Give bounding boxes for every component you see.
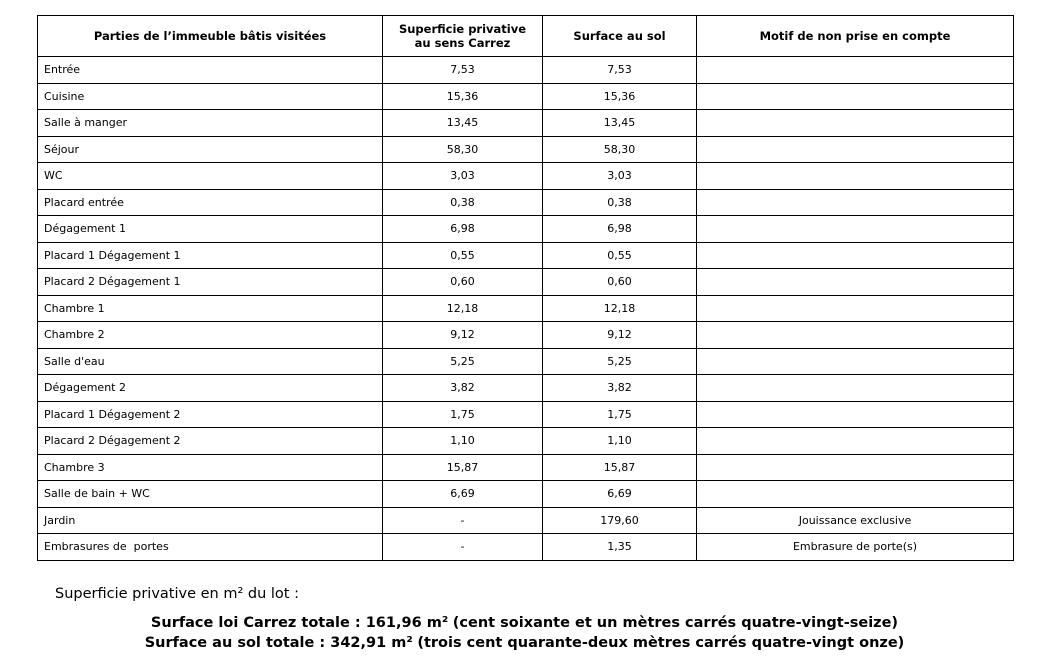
room-name: Entrée	[38, 57, 383, 84]
sol-value: 3,82	[543, 375, 697, 402]
motif-value	[697, 322, 1014, 349]
table-row	[38, 136, 1014, 163]
room-name: Jardin	[38, 507, 383, 534]
motif-value	[697, 110, 1014, 137]
table-row	[38, 507, 1014, 534]
carrez-value: 9,12	[383, 322, 543, 349]
sol-total-words: (trois cent quarante-deux mètres carrés quatre-vingt onze)	[417, 635, 905, 651]
carrez-value: -	[383, 507, 543, 534]
sol-value: 12,18	[543, 295, 697, 322]
motif-value	[697, 216, 1014, 243]
carrez-value: 13,45	[383, 110, 543, 137]
sol-value: 7,53	[543, 57, 697, 84]
room-name: Salle de bain + WC	[38, 481, 383, 508]
table-row	[38, 348, 1014, 375]
header-part: Parties de l’immeuble bâtis visitées	[38, 16, 383, 57]
table-row	[38, 375, 1014, 402]
table-row	[38, 83, 1014, 110]
carrez-value: 6,98	[383, 216, 543, 243]
motif-value	[697, 163, 1014, 190]
room-name: Placard 2 Dégagement 2	[38, 428, 383, 455]
carrez-value: 15,36	[383, 83, 543, 110]
motif-value	[697, 295, 1014, 322]
table-row	[38, 322, 1014, 349]
motif-value	[697, 348, 1014, 375]
carrez-value: 15,87	[383, 454, 543, 481]
table-row	[38, 295, 1014, 322]
room-name: Placard 1 Dégagement 1	[38, 242, 383, 269]
table-row	[38, 216, 1014, 243]
motif-value	[697, 189, 1014, 216]
motif-value	[697, 269, 1014, 296]
room-name: Chambre 1	[38, 295, 383, 322]
table-header-row	[38, 16, 1014, 57]
carrez-value: -	[383, 534, 543, 561]
motif-value: Jouissance exclusive	[697, 507, 1014, 534]
room-name: Chambre 3	[38, 454, 383, 481]
room-name: Salle d'eau	[38, 348, 383, 375]
carrez-value: 6,69	[383, 481, 543, 508]
motif-value	[697, 136, 1014, 163]
sol-value: 0,60	[543, 269, 697, 296]
carrez-value: 3,82	[383, 375, 543, 402]
sol-value: 0,55	[543, 242, 697, 269]
room-name: Salle à manger	[38, 110, 383, 137]
room-name: Embrasures de portes	[38, 534, 383, 561]
room-name: Chambre 2	[38, 322, 383, 349]
motif-value	[697, 481, 1014, 508]
room-name: Dégagement 2	[38, 375, 383, 402]
room-name: Placard 2 Dégagement 1	[38, 269, 383, 296]
sol-value: 179,60	[543, 507, 697, 534]
sol-value: 13,45	[543, 110, 697, 137]
motif-value	[697, 375, 1014, 402]
sol-value: 9,12	[543, 322, 697, 349]
summary-intro: Superficie privative en m² du lot :	[55, 586, 299, 602]
sol-value: 1,35	[543, 534, 697, 561]
motif-value	[697, 57, 1014, 84]
sol-value: 15,36	[543, 83, 697, 110]
sol-value: 15,87	[543, 454, 697, 481]
carrez-value: 58,30	[383, 136, 543, 163]
surfaces-table	[37, 15, 1014, 561]
table-row	[38, 481, 1014, 508]
header-motif: Motif de non prise en compte	[697, 16, 1014, 57]
room-name: Séjour	[38, 136, 383, 163]
carrez-total-words: (cent soixante et un mètres carrés quatre-vingt-seize)	[452, 615, 899, 631]
carrez-total-line	[0, 615, 1049, 631]
motif-value	[697, 83, 1014, 110]
carrez-value: 1,10	[383, 428, 543, 455]
sol-value: 0,38	[543, 189, 697, 216]
motif-value	[697, 401, 1014, 428]
table-row	[38, 189, 1014, 216]
table-row	[38, 454, 1014, 481]
carrez-value: 1,75	[383, 401, 543, 428]
sol-value: 3,03	[543, 163, 697, 190]
table-row	[38, 428, 1014, 455]
carrez-value: 5,25	[383, 348, 543, 375]
table-row	[38, 242, 1014, 269]
table-row	[38, 534, 1014, 561]
carrez-value: 12,18	[383, 295, 543, 322]
sol-total-line	[0, 635, 1049, 651]
room-name: Placard 1 Dégagement 2	[38, 401, 383, 428]
table-row	[38, 110, 1014, 137]
sol-value: 6,98	[543, 216, 697, 243]
motif-value: Embrasure de porte(s)	[697, 534, 1014, 561]
room-name: Placard entrée	[38, 189, 383, 216]
header-carrez: Superficie privative au sens Carrez	[383, 16, 543, 57]
sol-value: 1,10	[543, 428, 697, 455]
table-row	[38, 163, 1014, 190]
motif-value	[697, 242, 1014, 269]
carrez-value: 7,53	[383, 57, 543, 84]
carrez-value: 0,60	[383, 269, 543, 296]
room-name: Dégagement 1	[38, 216, 383, 243]
sol-value: 6,69	[543, 481, 697, 508]
sol-value: 5,25	[543, 348, 697, 375]
carrez-value: 0,38	[383, 189, 543, 216]
motif-value	[697, 454, 1014, 481]
sol-total-label: Surface au sol totale : 342,91 m²	[144, 635, 413, 651]
sol-value: 58,30	[543, 136, 697, 163]
sol-value: 1,75	[543, 401, 697, 428]
motif-value	[697, 428, 1014, 455]
table-row	[38, 57, 1014, 84]
carrez-total-label: Surface loi Carrez totale : 161,96 m²	[150, 615, 449, 631]
table-row	[38, 269, 1014, 296]
carrez-value: 3,03	[383, 163, 543, 190]
room-name: Cuisine	[38, 83, 383, 110]
room-name: WC	[38, 163, 383, 190]
header-sol: Surface au sol	[543, 16, 697, 57]
carrez-value: 0,55	[383, 242, 543, 269]
table-row	[38, 401, 1014, 428]
